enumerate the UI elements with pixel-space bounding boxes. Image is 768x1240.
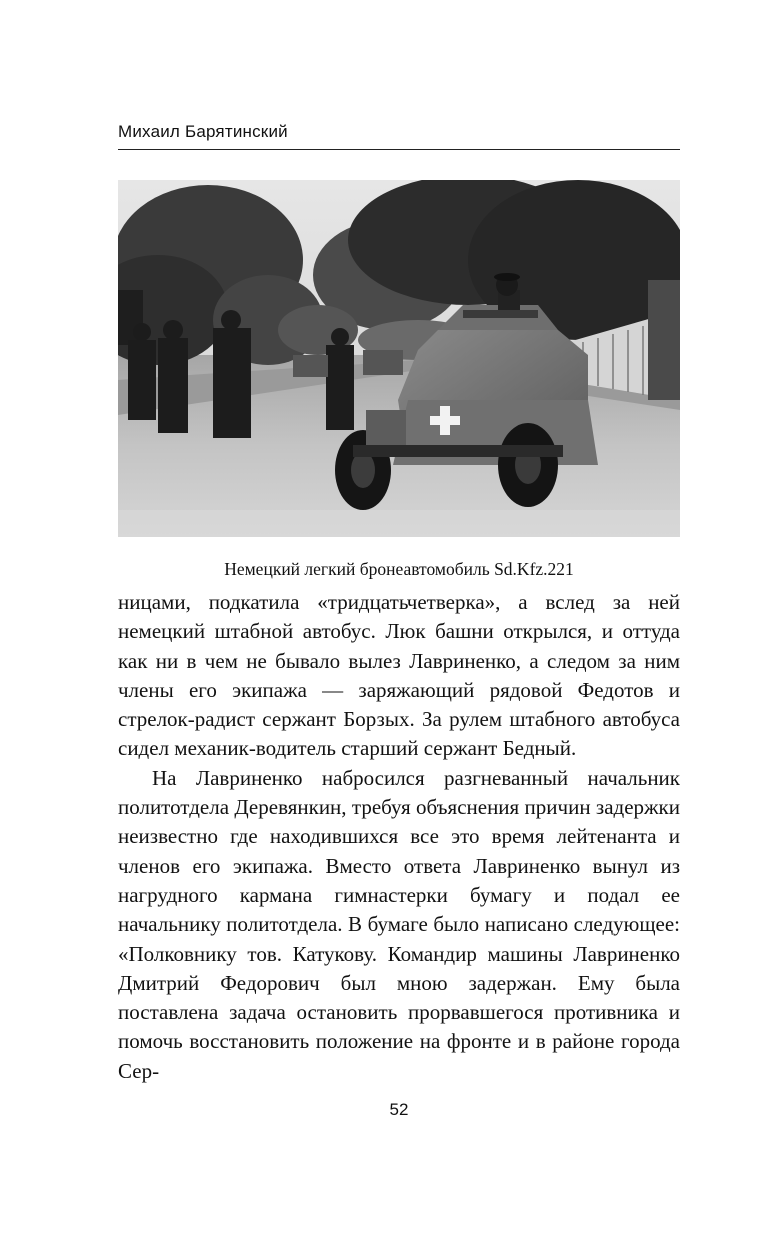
header-rule: [118, 149, 680, 150]
running-header-author: Михаил Барятинский: [118, 122, 288, 141]
body-text: [118, 588, 680, 1086]
figure-caption: Немецкий легкий бронеавтомобиль Sd.Kfz.221: [224, 559, 574, 579]
page-number: 52: [389, 1100, 409, 1119]
paragraph: ницами, подкатила «тридцатьчетверка», а вслед за ней немецкий штабной автобус. Люк башни открылся, и оттуда как ни в чем не бывало вылез Лавриненко, а следом за ним члены его экипажа — заряжающий рядовой Федотов и стрелок-радист сержант Борзых. За рулем штабного автобуса сидел механик-водитель старший сержант Бедный.: [118, 590, 680, 761]
armored-car-photo: [118, 180, 680, 537]
paragraph: На Лавриненко набросился разгневанный начальник политотдела Деревянкин, требуя объяснения причин задержки неизвестно где находившихся все это время лейтенанта и членов его экипажа. Вместо ответа Лавриненко вынул из нагрудного кармана гимнастерки бумагу и подал ее начальнику политотдела. В бумаге было написано следующее: «Полковнику тов. Катукову. Командир машины Лавриненко Дмитрий Федорович был мною задержан. Ему была поставлена задача остановить прорвавшегося противника и помочь восстановить положение на фронте и в районе города Сер-: [118, 765, 680, 1083]
